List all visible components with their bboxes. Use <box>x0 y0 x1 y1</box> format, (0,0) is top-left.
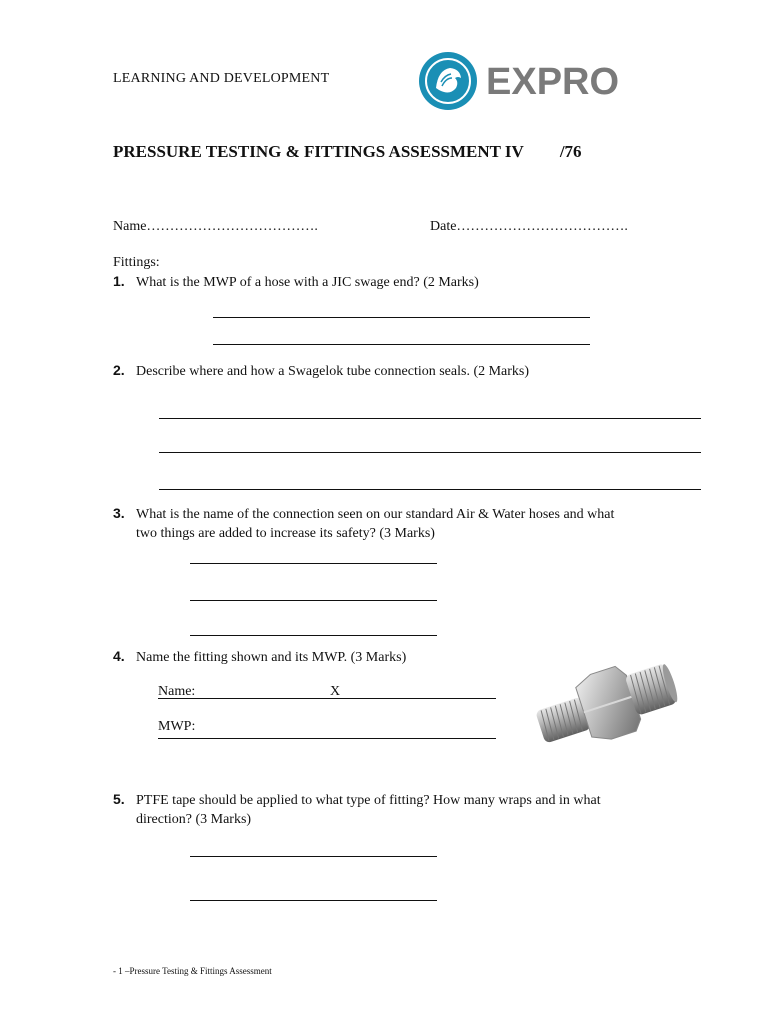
question-3-text-line1: What is the name of the connection seen on our standard Air & Water hoses and what <box>136 507 615 522</box>
question-4-number: 4. <box>113 648 125 664</box>
expro-logo <box>418 48 650 112</box>
question-5-text-line2: direction? (3 Marks) <box>136 812 252 827</box>
q4-x-label: X <box>330 684 341 699</box>
q4-mwp-answer-line[interactable] <box>158 738 496 739</box>
question-4-text: Name the fitting shown and its MWP. (3 Marks) <box>136 650 407 665</box>
answer-line[interactable] <box>159 418 701 419</box>
q4-mwp-label: MWP: <box>158 719 196 734</box>
logo-wordmark: EXPRO <box>486 61 620 103</box>
title-marks: /76 <box>559 142 582 161</box>
question-1-number: 1. <box>113 273 125 289</box>
question-2-text: Describe where and how a Swagelok tube connection seals. (2 Marks) <box>136 364 530 379</box>
q4-name-answer-line[interactable] <box>158 698 496 699</box>
question-5-text-line1: PTFE tape should be applied to what type of fitting? How many wraps and in what <box>136 793 601 808</box>
answer-line[interactable] <box>159 489 701 490</box>
answer-line[interactable] <box>190 900 437 901</box>
section-label: Fittings: <box>113 255 160 270</box>
title-text: PRESSURE TESTING & FITTINGS ASSESSMENT IV <box>113 142 524 161</box>
question-1-text: What is the MWP of a hose with a JIC swage end? (2 Marks) <box>136 275 479 290</box>
question-2-number: 2. <box>113 362 125 378</box>
question-3-text-line2: two things are added to increase its safety? (3 Marks) <box>136 526 435 541</box>
answer-line[interactable] <box>190 600 437 601</box>
question-5-number: 5. <box>113 791 125 807</box>
answer-line[interactable] <box>213 317 590 318</box>
page-footer: - 1 –Pressure Testing & Fittings Assessment <box>113 966 272 976</box>
answer-line[interactable] <box>159 452 701 453</box>
date-field[interactable]: Date………………………………. <box>430 219 628 234</box>
q4-name-label: Name: <box>158 684 196 699</box>
answer-line[interactable] <box>190 635 437 636</box>
hex-nipple-fitting-image <box>530 655 682 751</box>
question-3-number: 3. <box>113 505 125 521</box>
answer-line[interactable] <box>190 563 437 564</box>
name-field[interactable]: Name………………………………. <box>113 219 318 234</box>
assessment-title <box>113 142 582 162</box>
answer-line[interactable] <box>213 344 590 345</box>
answer-line[interactable] <box>190 856 437 857</box>
department-heading: LEARNING AND DEVELOPMENT <box>113 71 330 86</box>
